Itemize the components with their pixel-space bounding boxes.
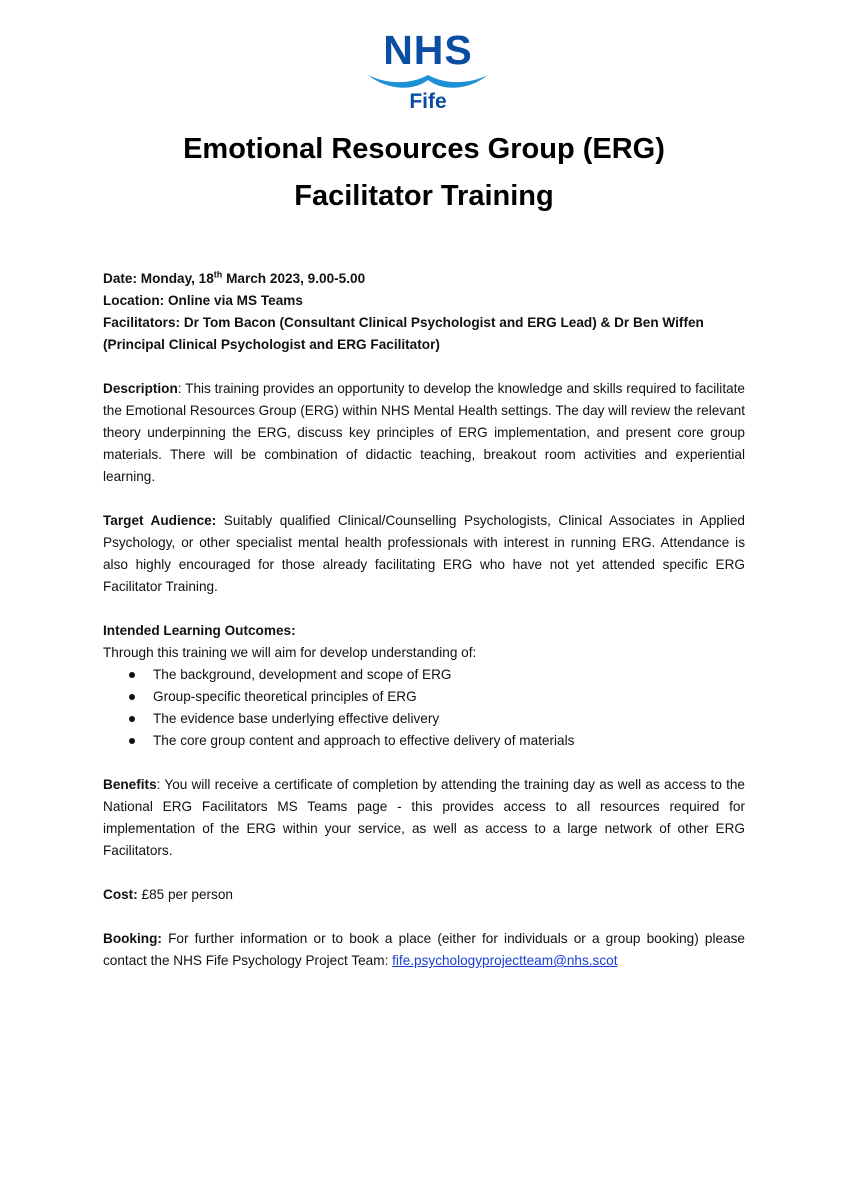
benefits-paragraph	[103, 774, 745, 862]
date-superscript: th	[213, 269, 223, 280]
audience-paragraph	[103, 510, 745, 598]
date-line	[103, 268, 745, 290]
description-paragraph	[103, 378, 745, 488]
outcomes-list	[103, 664, 745, 752]
outcomes-intro: Through this training we will aim for develop understanding of:	[103, 645, 477, 660]
list-item: The core group content and approach to effective delivery of materials	[153, 730, 745, 752]
description-text: : This training provides an opportunity to develop the knowledge and skills required to facilitate the Emotional Resources Group (ERG) within NHS Mental Health settings. The day will review the relevant theory underpinning the ERG, discuss key principles of ERG implementation, and present core group materials. There will be combination of didactic teaching, breakout room activities and experiential learning.	[103, 381, 745, 484]
location-line: Location: Online via MS Teams	[103, 293, 303, 308]
booking-label: Booking:	[103, 931, 162, 946]
cost-paragraph	[103, 884, 745, 906]
booking-email-link[interactable]: fife.psychologyprojectteam@nhs.scot	[392, 953, 618, 968]
benefits-text: : You will receive a certificate of completion by attending the training day as well as access to the National ERG Facilitators MS Teams page - this provides access to all resources required for implementation of the ERG within your service, as well as access to a large network of other ERG Facilitators.	[103, 777, 745, 858]
page-title	[0, 126, 848, 220]
date-prefix: Date: Monday, 18	[103, 271, 214, 286]
title-line-2: Facilitator Training	[294, 180, 554, 212]
description-label: Description	[103, 381, 178, 396]
document-body	[103, 268, 745, 972]
list-item: Group-specific theoretical principles of ERG	[153, 686, 745, 708]
benefits-label: Benefits	[103, 777, 157, 792]
list-item: The background, development and scope of ERG	[153, 664, 745, 686]
date-suffix: March 2023, 9.00-5.00	[222, 271, 366, 286]
facilitators-line: Facilitators: Dr Tom Bacon (Consultant Clinical Psychologist and ERG Lead) & Dr Ben Wiffen (Principal Clinical Psychologist and ERG Facilitator)	[103, 315, 704, 352]
list-item: The evidence base underlying effective delivery	[153, 708, 745, 730]
nhs-fife-logo	[364, 28, 492, 120]
title-line-1: Emotional Resources Group (ERG)	[183, 133, 665, 165]
booking-text: For further information or to book a place (either for individuals or a group booking) please contact the NHS Fife Psychology Project Team:	[103, 931, 745, 968]
cost-label: Cost:	[103, 887, 138, 902]
cost-text: £85 per person	[137, 887, 233, 902]
logo-fife-text: Fife	[409, 90, 447, 113]
booking-paragraph	[103, 928, 745, 972]
logo-nhs-text: NHS	[383, 27, 473, 73]
audience-text: Suitably qualified Clinical/Counselling Psychologists, Clinical Associates in Applied Psychology, or other specialist mental health professionals with interest in running ERG. Attendance is also highly encouraged for those already facilitating ERG who have not yet attended specific ERG Facilitator Training.	[103, 513, 745, 594]
outcomes-heading: Intended Learning Outcomes:	[103, 623, 296, 638]
audience-label: Target Audience:	[103, 513, 217, 528]
